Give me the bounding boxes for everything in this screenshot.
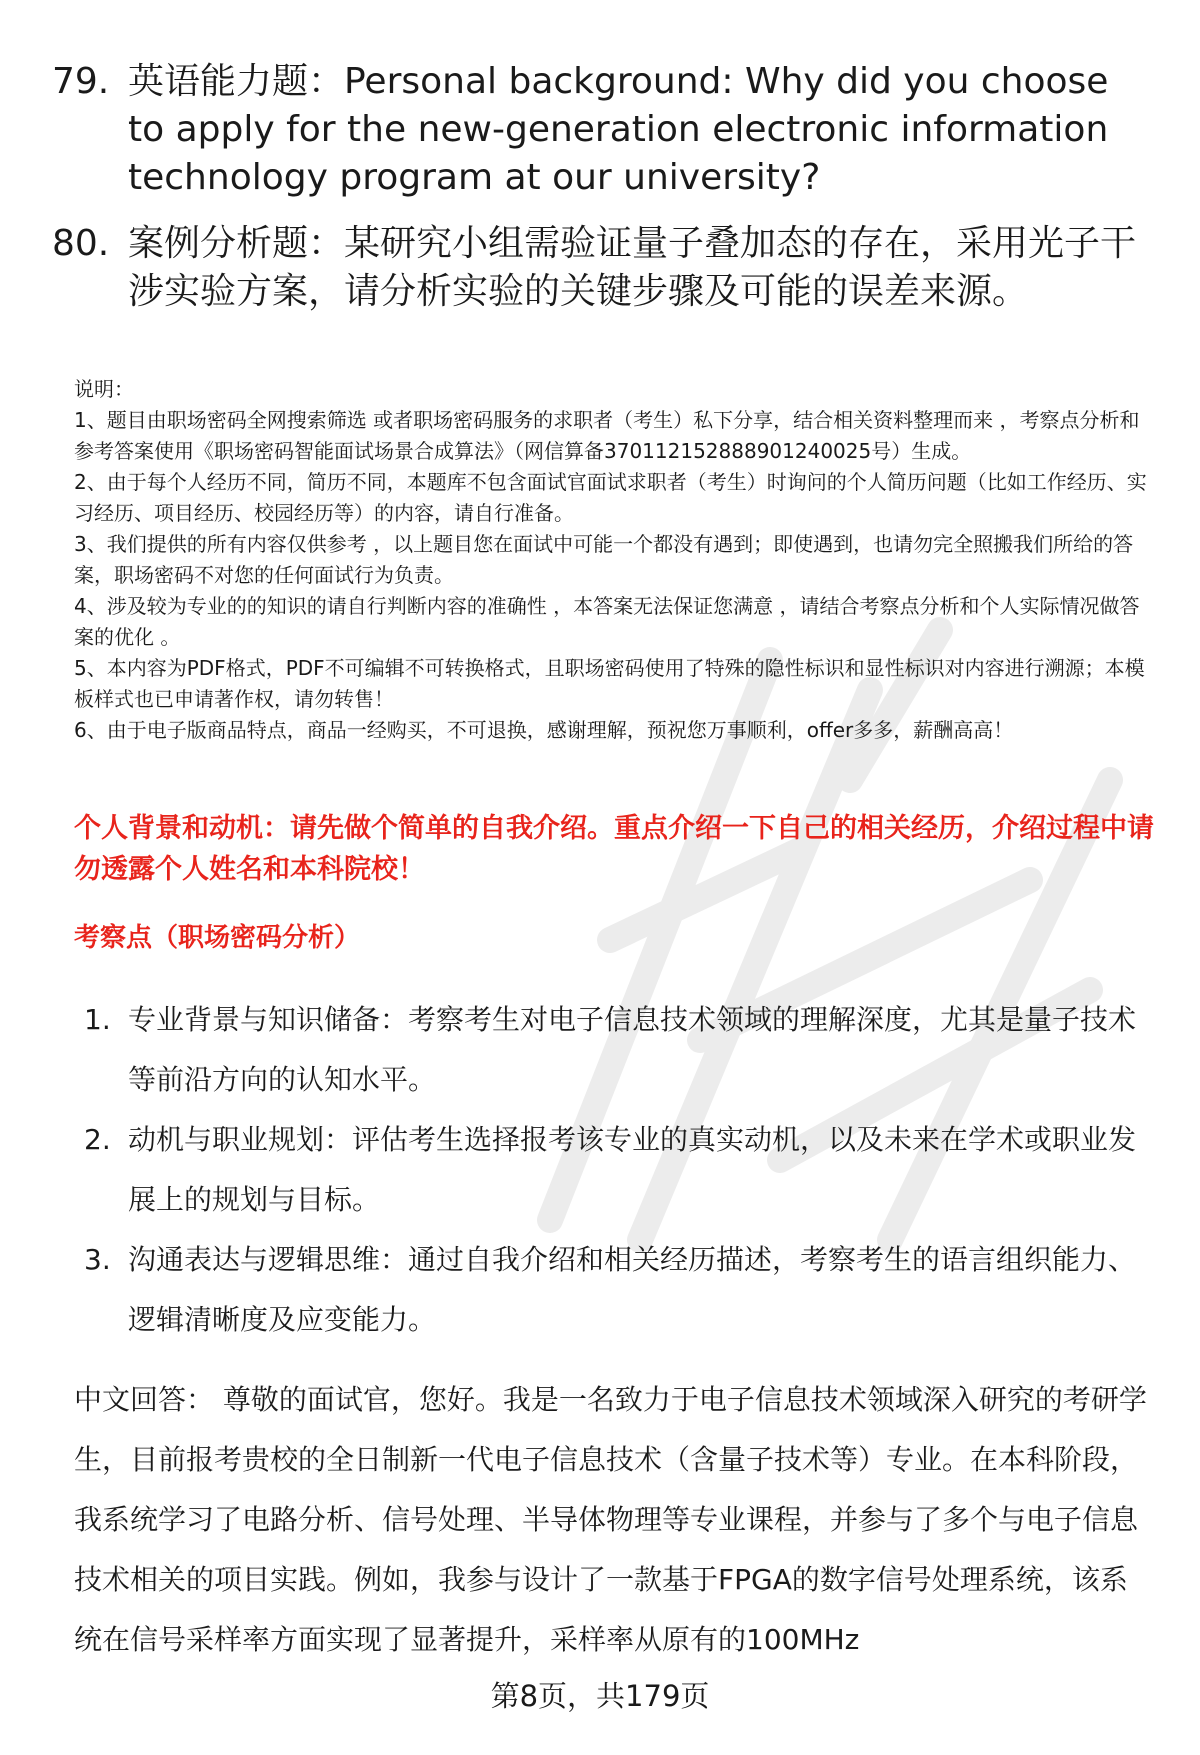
- list-item: [84, 1230, 1154, 1350]
- section-heading: 个人背景和动机：请先做个简单的自我介绍。重点介绍一下自己的相关经历，介绍过程中请勿透露个人姓名和本科院校！: [74, 813, 1154, 885]
- question-text: 英语能力题：Personal background: Why did you choose to apply for the new-generation electronic information technology program at our university?: [128, 61, 1109, 198]
- notes-title: 说明：: [74, 377, 134, 401]
- notes-section: [74, 374, 1154, 746]
- note-item: 6、由于电子版商品特点，商品一经购买，不可退换，感谢理解，预祝您万事顺利，offer多多，薪酬高高！: [74, 718, 1014, 742]
- point-text: 动机与职业规划：评估考生选择报考该专业的真实动机，以及未来在学术或职业发展上的规划与目标。: [128, 1123, 1137, 1216]
- note-item: 1、题目由职场密码全网搜索筛选 或者职场密码服务的求职者（考生）私下分享，结合相关资料整理而来 ，考察点分析和参考答案使用《职场密码智能面试场景合成算法》（网信算备370112152888901240025号）生成。: [74, 408, 1140, 463]
- note-item: 2、由于每个人经历不同，简历不同，本题库不包含面试官面试求职者（考生）时询问的个人简历问题（比如工作经历、实习经历、项目经历、校园经历等）的内容，请自行准备。: [74, 470, 1147, 525]
- question-number: 80.: [52, 223, 110, 264]
- note-item: 3、我们提供的所有内容仅供参考 ，以上题目您在面试中可能一个都没有遇到；即使遇到，也请勿完全照搬我们所给的答案，职场密码不对您的任何面试行为负责。: [74, 532, 1134, 587]
- list-item: [84, 990, 1154, 1110]
- point-text: 专业背景与知识储备：考察考生对电子信息技术领域的理解深度，尤其是量子技术等前沿方向的认知水平。: [128, 1003, 1137, 1096]
- page-footer: 第8页，共179页: [490, 1679, 710, 1713]
- point-text: 沟通表达与逻辑思维：通过自我介绍和相关经历描述，考察考生的语言组织能力、逻辑清晰度及应变能力。: [128, 1243, 1137, 1336]
- list-item: [84, 1110, 1154, 1230]
- note-item: 5、本内容为PDF格式，PDF不可编辑不可转换格式，且职场密码使用了特殊的隐性标识和显性标识对内容进行溯源；本模板样式也已申请著作权，请勿转售！: [74, 656, 1145, 711]
- analysis-points: [84, 990, 1154, 1350]
- answer-paragraph: 中文回答： 尊敬的面试官，您好。我是一名致力于电子信息技术领域深入研究的考研学生，目前报考贵校的全日制新一代电子信息技术（含量子技术等）专业。在本科阶段，我系统学习了电路分析、信号处理、半导体物理等专业课程，并参与了多个与电子信息技术相关的项目实践。例如，我参与设计了一款基于FPGA的数字信号处理系统，该系统在信号采样率方面实现了显著提升，采样率从原有的100MHz: [74, 1383, 1147, 1656]
- question-text: 案例分析题：某研究小组需验证量子叠加态的存在，采用光子干涉实验方案，请分析实验的关键步骤及可能的误差来源。: [128, 223, 1137, 312]
- analysis-heading: 考察点（职场密码分析）: [74, 923, 361, 953]
- question-79: [52, 58, 1152, 202]
- question-number: 79.: [52, 61, 110, 102]
- point-number: 3.: [84, 1243, 111, 1276]
- point-number: 1.: [84, 1003, 111, 1036]
- note-item: 4、涉及较为专业的的知识的请自行判断内容的准确性 ，本答案无法保证您满意 ，请结合考察点分析和个人实际情况做答案的优化 。: [74, 594, 1140, 649]
- point-number: 2.: [84, 1123, 111, 1156]
- question-80: [52, 220, 1152, 316]
